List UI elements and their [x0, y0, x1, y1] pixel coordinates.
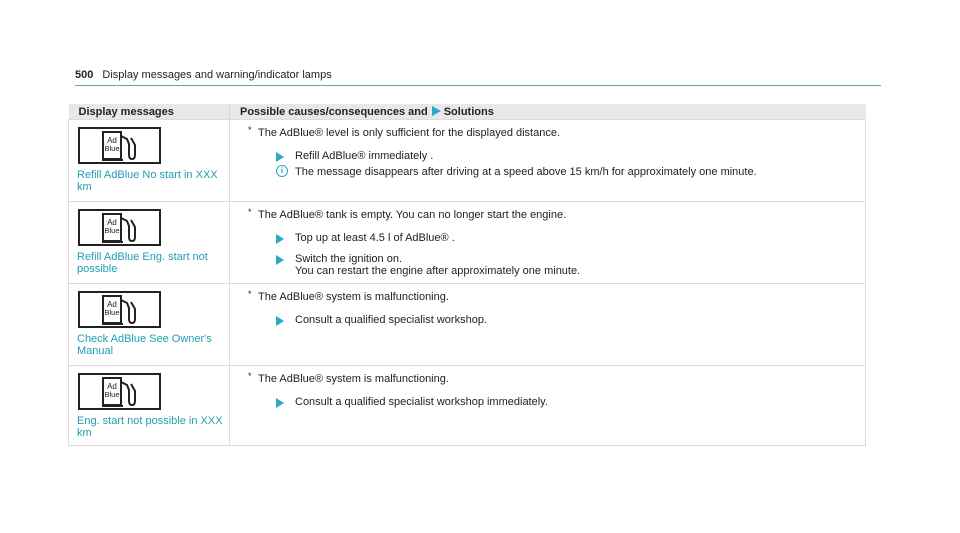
cause-item — [248, 291, 865, 303]
svg-text:Blue: Blue — [104, 226, 120, 235]
asterisk-icon: * — [248, 289, 252, 299]
svg-text:Ad: Ad — [107, 136, 117, 145]
page-number: 500 — [75, 69, 94, 81]
info-icon: i — [276, 165, 288, 177]
display-message-text: Refill AdBlue Eng. start not possible — [77, 251, 208, 275]
asterisk-icon: * — [248, 125, 252, 135]
table-row — [69, 284, 866, 366]
display-message-text: Check AdBlue See Owner's Manual — [77, 333, 212, 357]
solution-arrow-icon — [276, 255, 284, 265]
cause-text: The AdBlue® tank is empty. You can no longer start the engine. — [258, 209, 567, 221]
cause-text: The AdBlue® level is only sufficient for the displayed distance. — [258, 127, 561, 139]
message-cell — [69, 366, 230, 446]
solution-text: Consult a qualified specialist workshop. — [295, 314, 487, 326]
solution-step — [276, 396, 865, 408]
svg-text:Ad: Ad — [107, 218, 117, 227]
asterisk-icon: * — [248, 371, 252, 381]
table-row — [69, 366, 866, 446]
adblue-icon — [78, 127, 161, 164]
svg-text:Ad: Ad — [107, 300, 117, 309]
col-header-causes-text: Possible causes/consequences and — [240, 105, 428, 118]
message-cell — [69, 284, 230, 366]
header-rule — [75, 85, 881, 86]
cause-text: The AdBlue® system is malfunctioning. — [258, 291, 449, 303]
svg-text:Blue: Blue — [104, 144, 120, 153]
solution-text: Refill AdBlue® immediately . — [295, 150, 434, 162]
table-header-row — [69, 104, 866, 120]
table-row — [69, 120, 866, 202]
solution-arrow-icon — [276, 152, 284, 162]
asterisk-icon: * — [248, 207, 252, 217]
cause-solution-cell — [230, 202, 866, 284]
solution-arrow-icon — [276, 316, 284, 326]
cause-text: The AdBlue® system is malfunctioning. — [258, 373, 449, 385]
solution-step — [276, 253, 865, 277]
cause-item — [248, 209, 865, 221]
svg-text:Blue: Blue — [104, 390, 120, 399]
display-message-text: Refill AdBlue No start in XXX km — [77, 169, 218, 193]
display-message-text: Eng. start not possible in XXX km — [77, 415, 223, 439]
solution-result-text: You can restart the engine after approximately one minute. — [295, 265, 581, 277]
cause-solution-cell — [230, 366, 866, 446]
display-messages-table — [68, 104, 866, 446]
info-text: The message disappears after driving at a speed above 15 km/h for approximately one minute. — [295, 166, 757, 178]
page-header — [75, 69, 332, 81]
page-title: Display messages and warning/indicator lamps — [102, 69, 332, 81]
solution-arrow-icon — [276, 398, 284, 408]
solution-text: Top up at least 4.5 l of AdBlue® . — [295, 232, 455, 244]
col-header-display-messages: Display messages — [69, 104, 230, 120]
table-row — [69, 202, 866, 284]
solution-step — [276, 314, 865, 326]
svg-text:Ad: Ad — [107, 382, 117, 391]
solution-text: Consult a qualified specialist workshop immediately. — [295, 396, 548, 408]
solution-text: Switch the ignition on. — [295, 253, 403, 265]
cause-item — [248, 373, 865, 385]
adblue-icon — [78, 291, 161, 328]
solution-arrow-icon — [276, 234, 284, 244]
cause-solution-cell — [230, 284, 866, 366]
cause-item — [248, 127, 865, 139]
col-header-causes-solutions — [230, 104, 866, 120]
solution-arrow-icon — [432, 106, 441, 116]
svg-text:Blue: Blue — [104, 308, 120, 317]
col-header-solutions-text: Solutions — [443, 105, 494, 118]
cause-solution-cell — [230, 120, 866, 202]
adblue-icon — [78, 209, 161, 246]
message-cell — [69, 120, 230, 202]
solution-step — [276, 150, 865, 162]
message-cell — [69, 202, 230, 284]
solution-step — [276, 232, 865, 244]
info-note — [276, 166, 865, 178]
adblue-icon — [78, 373, 161, 410]
